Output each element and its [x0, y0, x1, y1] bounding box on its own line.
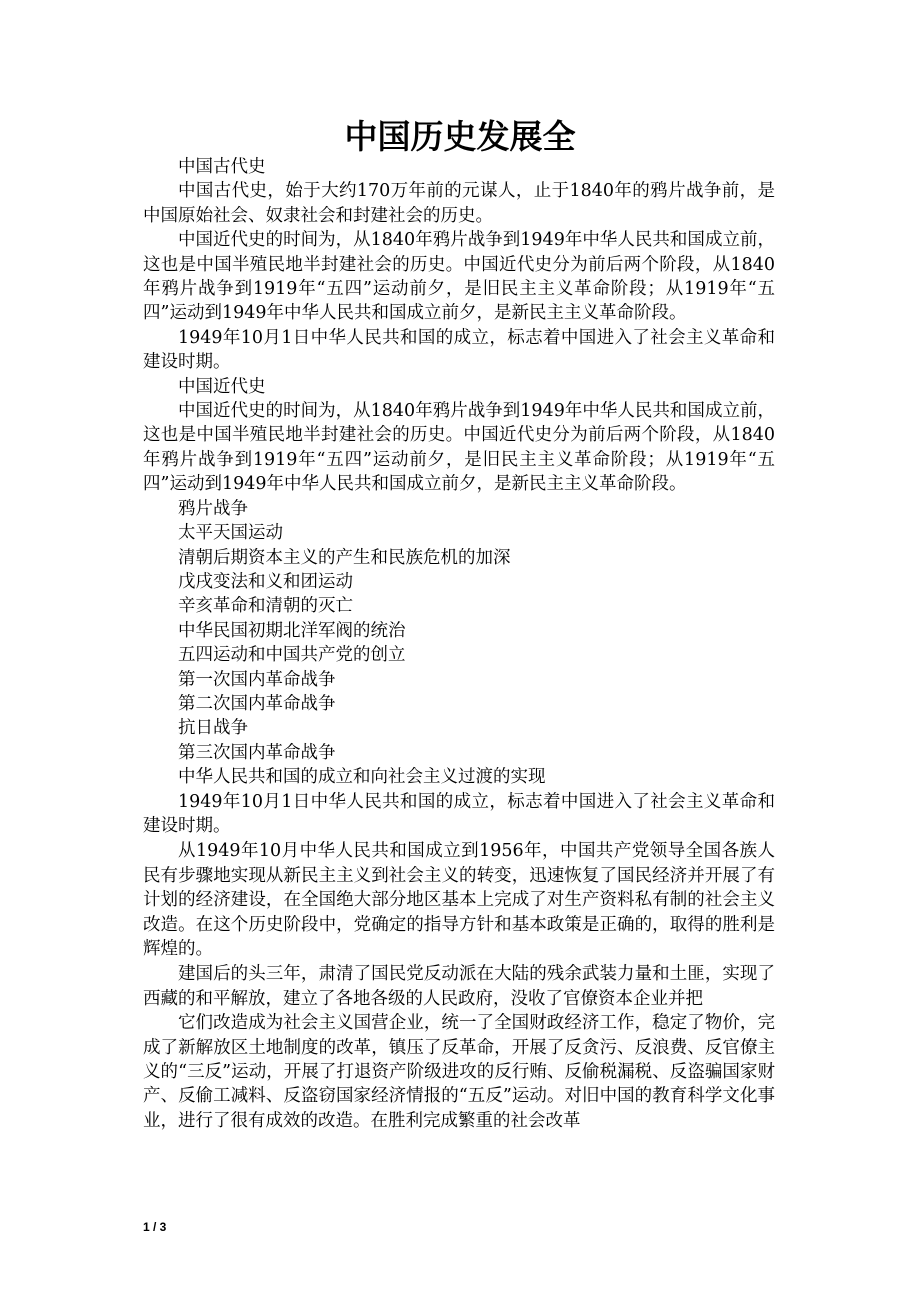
topic-item: 第二次国内革命战争 — [178, 693, 336, 714]
paragraph: 1949年10月1日中华人民共和国的成立，标志着中国进入了社会主义革命和建设时期。 — [143, 791, 775, 836]
topic-item: 清朝后期资本主义的产生和民族危机的加深 — [178, 547, 511, 568]
topic-item: 第一次国内革命战争 — [178, 669, 336, 690]
heading-modern-history: 中国近代史 — [178, 376, 266, 397]
topic-item: 中华民国初期北洋军阀的统治 — [178, 620, 406, 641]
document-body — [143, 155, 775, 1133]
topic-item: 抗日战争 — [178, 718, 248, 739]
topic-item: 五四运动和中国共产党的创立 — [178, 645, 406, 666]
paragraph: 它们改造成为社会主义国营企业，统一了全国财政经济工作，稳定了物价，完成了新解放区土地制度的改革，镇压了反革命，开展了反贪污、反浪费、反官僚主义的“三反”运动，开展了打退资产阶级进攻的反行贿、反偷税漏税、反盗骗国家财产、反偷工减料、反盗窃国家经济情报的“五反”运动。对旧中国的教育科学文化事业，进行了很有成效的改造。在胜利完成繁重的社会改革 — [143, 1013, 775, 1131]
paragraph: 建国后的头三年，肃清了国民党反动派在大陆的残余武装力量和土匪，实现了西藏的和平解放，建立了各地各级的人民政府，没收了官僚资本企业并把 — [143, 964, 775, 1009]
paragraph: 从1949年10月中华人民共和国成立到1956年，中国共产党领导全国各族人民有步骤地实现从新民主主义到社会主义的转变，迅速恢复了国民经济并开展了有计划的经济建设，在全国绝大部分地区基本上完成了对生产资料私有制的社会主义改造。在这个历史阶段中，党确定的指导方针和基本政策是正确的，取得的胜利是辉煌的。 — [143, 841, 775, 959]
topic-item: 鸦片战争 — [178, 498, 248, 519]
paragraph: 中国古代史，始于大约170万年前的元谋人，止于1840年的鸦片战争前，是中国原始社会、奴隶社会和封建社会的历史。 — [143, 181, 775, 226]
paragraph: 中国近代史的时间为，从1840年鸦片战争到1949年中华人民共和国成立前，这也是中国半殖民地半封建社会的历史。中国近代史分为前后两个阶段，从1840年鸦片战争到1919年“五四”运动前夕，是旧民主主义革命阶段；从1919年“五四”运动到1949年中华人民共和国成立前夕，是新民主主义革命阶段。 — [143, 401, 775, 495]
paragraph: 中国近代史的时间为，从1840年鸦片战争到1949年中华人民共和国成立前，这也是中国半殖民地半封建社会的历史。中国近代史分为前后两个阶段，从1840年鸦片战争到1919年“五四”运动前夕，是旧民主主义革命阶段；从1919年“五四”运动到1949年中华人民共和国成立前夕，是新民主主义革命阶段。 — [143, 230, 775, 324]
document-title: 中国历史发展全 — [344, 117, 576, 156]
topic-item: 辛亥革命和清朝的灭亡 — [178, 596, 353, 617]
heading-ancient-history: 中国古代史 — [178, 157, 266, 177]
page-indicator: 1 / 3 — [143, 1220, 167, 1234]
topic-item: 第三次国内革命战争 — [178, 742, 336, 763]
topic-item: 太平天国运动 — [178, 523, 283, 544]
paragraph: 1949年10月1日中华人民共和国的成立，标志着中国进入了社会主义革命和建设时期。 — [143, 327, 775, 373]
topic-item: 戊戌变法和义和团运动 — [178, 571, 353, 592]
topic-item: 中华人民共和国的成立和向社会主义过渡的实现 — [178, 767, 546, 788]
